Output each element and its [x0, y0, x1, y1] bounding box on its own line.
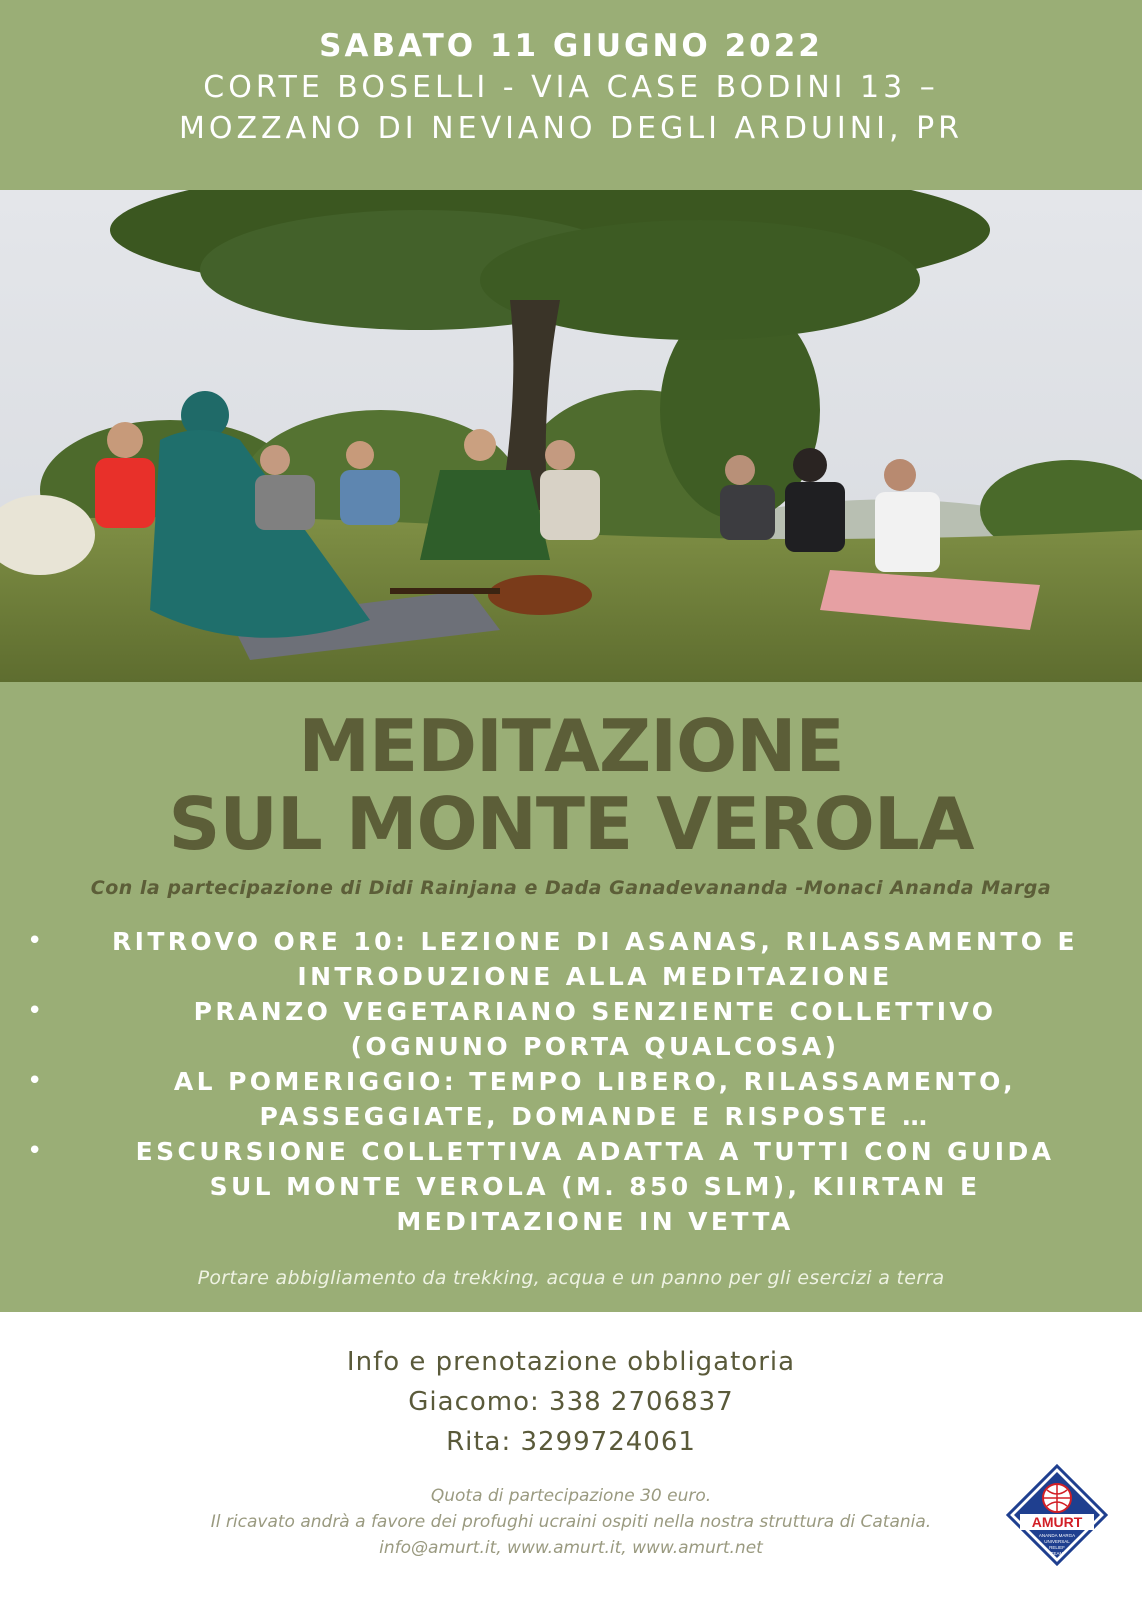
header-band [0, 0, 1142, 190]
bullet-icon: • [27, 1136, 43, 1166]
svg-text:ANANDA MARGA: ANANDA MARGA [1038, 1533, 1076, 1538]
equipment-note: Portare abbigliamento da trekking, acqua e un panno per gli esercizi a terra [197, 1267, 945, 1289]
list-item-text [70, 924, 1120, 994]
list-item [0, 1134, 1142, 1239]
amurt-logo [1006, 1464, 1108, 1566]
list-item-text [70, 1064, 1120, 1134]
list-item-line: RITROVO ORE 10: LEZIONE DI ASANAS, RILASSAMENTO E [111, 927, 1079, 956]
bullet-icon: • [27, 1066, 43, 1096]
svg-text:TEAM: TEAM [1050, 1551, 1064, 1556]
contact-heading: Info e prenotazione obbligatoria [346, 1347, 796, 1377]
list-item-line: SUL MONTE VEROLA (M. 850 SLM), KIIRTAN E [209, 1172, 981, 1201]
address-line-2: MOZZANO DI NEVIANO DEGLI ARDUINI, PR [178, 111, 964, 146]
contact-links: info@amurt.it, www.amurt.it, www.amurt.net [379, 1538, 763, 1558]
list-item-line: PRANZO VEGETARIANO SENZIENTE COLLETTIVO [193, 997, 997, 1026]
event-subtitle: Con la partecipazione di Didi Rainjana e Dada Ganadevananda -Monaci Ananda Marga [90, 877, 1052, 899]
list-item [0, 994, 1142, 1064]
program-list [0, 924, 1142, 1239]
list-item-line: INTRODUZIONE ALLA MEDITAZIONE [297, 962, 893, 991]
address-line-1: CORTE BOSELLI - VIA CASE BODINI 13 – [203, 70, 939, 105]
svg-text:RELIEF: RELIEF [1049, 1545, 1065, 1550]
bullet-icon: • [27, 996, 43, 1026]
bullet-icon: • [27, 926, 43, 956]
list-item-text [70, 994, 1120, 1064]
svg-text:AMURT: AMURT [1031, 1514, 1083, 1530]
group-meditation-photo [0, 190, 1142, 682]
list-item-line: PASSEGGIATE, DOMANDE E RISPOSTE … [259, 1102, 931, 1131]
list-item-line: ESCURSIONE COLLETTIVA ADATTA A TUTTI CON GUIDA [135, 1137, 1055, 1166]
list-item-line: (OGNUNO PORTA QUALCOSA) [350, 1032, 840, 1061]
contact-rita: Rita: 3299724061 [446, 1427, 696, 1457]
fee-text: Quota di partecipazione 30 euro. [430, 1486, 712, 1506]
list-item [0, 1064, 1142, 1134]
event-date: SABATO 11 GIUGNO 2022 [319, 28, 823, 64]
event-title-line-1: MEDITAZIONE [298, 704, 844, 788]
contact-giacomo: Giacomo: 338 2706837 [408, 1387, 734, 1417]
event-title-line-2: SUL MONTE VEROLA [168, 782, 974, 866]
list-item-text [70, 1134, 1120, 1239]
svg-text:UNIVERSAL: UNIVERSAL [1044, 1539, 1070, 1544]
proceeds-text: Il ricavato andrà a favore dei profughi ucraini ospiti nella nostra struttura di Catania. [210, 1512, 932, 1532]
list-item-line: AL POMERIGGIO: TEMPO LIBERO, RILASSAMENTO, [173, 1067, 1017, 1096]
list-item-line: MEDITAZIONE IN VETTA [396, 1207, 794, 1236]
main-band [0, 682, 1142, 1312]
list-item [0, 924, 1142, 994]
